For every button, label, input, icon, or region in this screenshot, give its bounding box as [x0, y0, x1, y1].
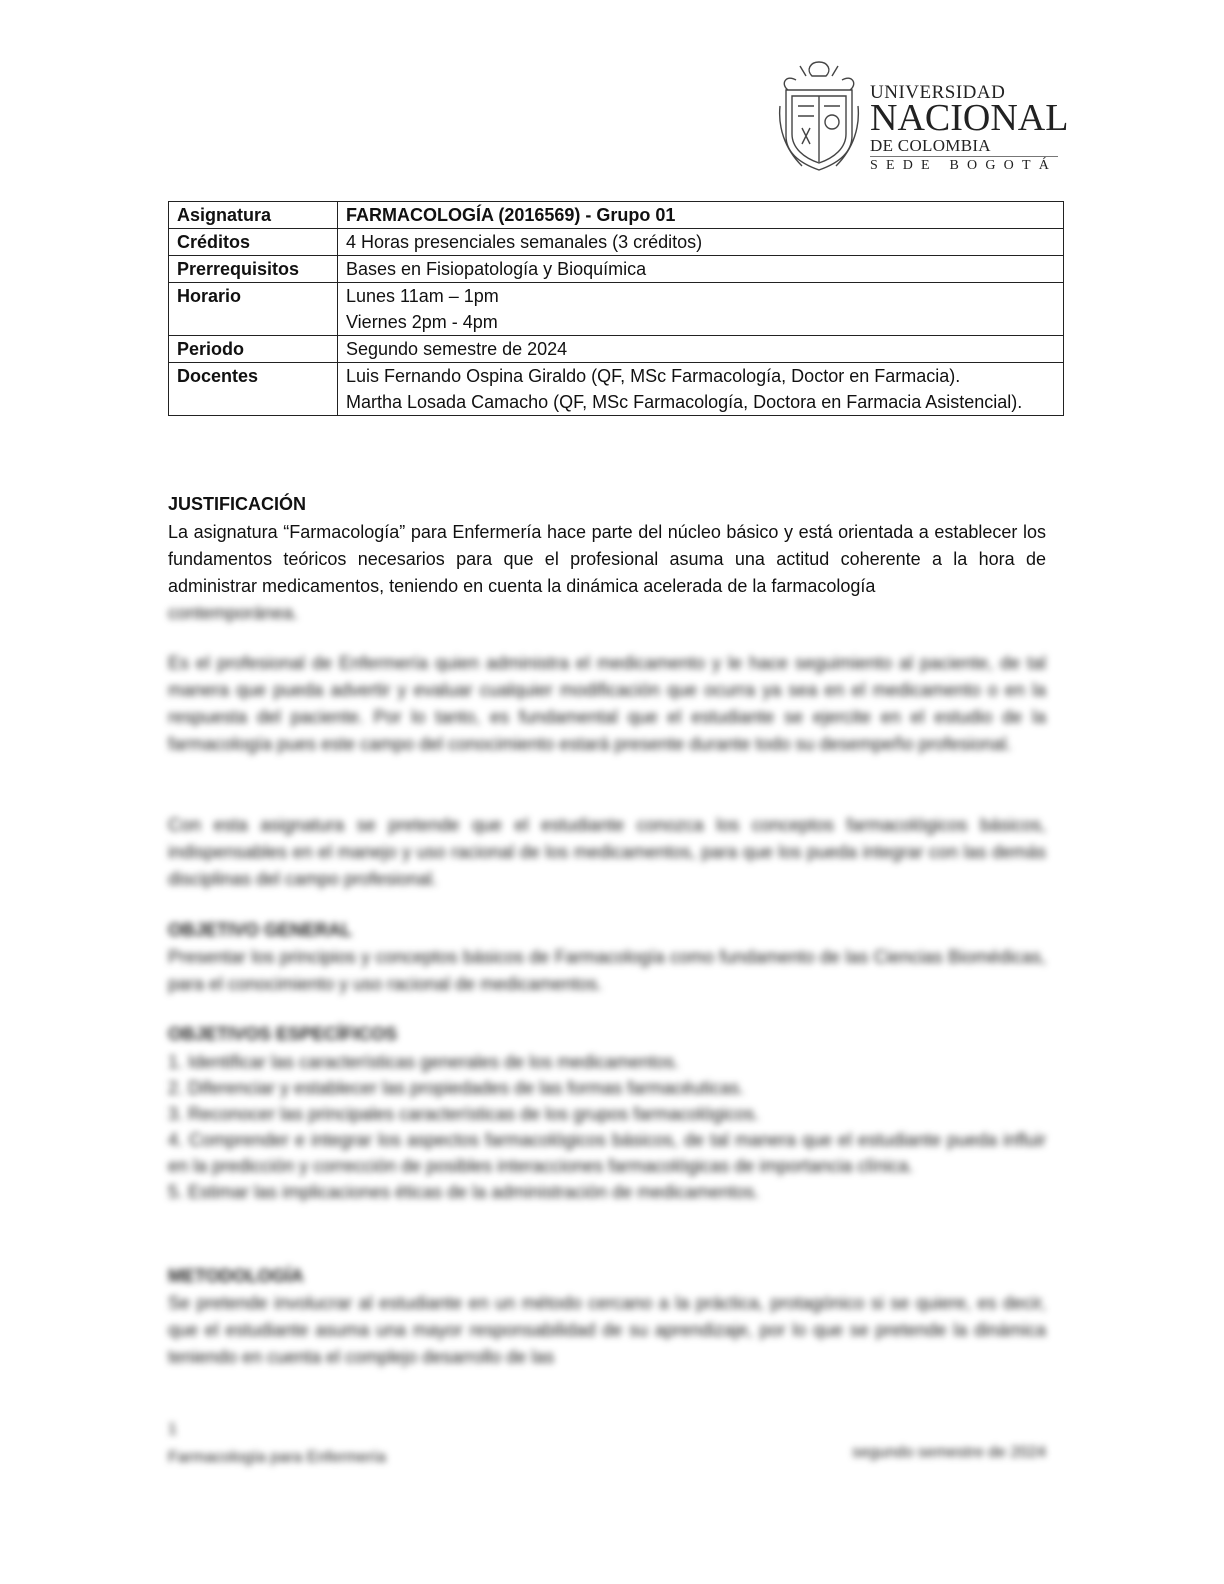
row-value: [338, 283, 1064, 336]
table-row: [169, 202, 1064, 229]
objetivos-especificos-list: [168, 1049, 1046, 1205]
row-value: FARMACOLOGÍA (2016569) - Grupo 01: [338, 202, 1064, 229]
table-row: [169, 256, 1064, 283]
page-number: 1: [168, 1421, 177, 1438]
row-label: Horario: [169, 283, 338, 336]
logo-line-3: DE COLOMBIA: [870, 136, 991, 155]
row-label: Docentes: [169, 363, 338, 416]
table-row: [169, 229, 1064, 256]
footer-left: [168, 1416, 386, 1472]
footer-semester: segundo semestre de 2024: [852, 1444, 1046, 1461]
course-info-table: [168, 201, 1064, 416]
row-label: Periodo: [169, 336, 338, 363]
logo-line-4: SEDE BOGOTÁ: [870, 158, 1058, 173]
teacher-2: Martha Losada Camacho (QF, MSc Farmacología, Doctora en Farmacia Asistencial).: [346, 392, 1023, 412]
teacher-1: Luis Fernando Ospina Giraldo (QF, MSc Farmacología, Doctor en Farmacia).: [346, 366, 961, 386]
list-item: 3. Reconocer las principales características de los grupos farmacológicos.: [168, 1104, 760, 1124]
row-label: Créditos: [169, 229, 338, 256]
row-label: Asignatura: [169, 202, 338, 229]
list-item: 4. Comprender e integrar los aspectos farmacológicos básicos, de tal manera que el estudiante pueda influir en la predicción y corrección de posibles interacciones farmacológicas de importancia clínica.: [168, 1130, 1046, 1176]
row-value: [338, 363, 1064, 416]
justificacion-paragraph-3: Con esta asignatura se pretende que el estudiante conozca los conceptos farmacológicos básicos, indispensables en el manejo y uso racional de los medicamentos, para que los pueda integrar con las demás disciplinas del campo profesional.: [168, 815, 1046, 889]
objetivos-especificos-heading: OBJETIVOS ESPECÍFICOS: [168, 1024, 398, 1044]
schedule-line-2: Viernes 2pm - 4pm: [346, 312, 498, 332]
footer-course-name: Farmacología para Enfermería: [168, 1449, 386, 1466]
row-value: 4 Horas presenciales semanales (3 créditos): [338, 229, 1064, 256]
university-logo: [776, 52, 1069, 178]
justificacion-heading: JUSTIFICACIÓN: [168, 494, 307, 514]
justificacion-paragraph-end: contemporánea.: [168, 603, 299, 623]
objetivo-general-heading: OBJETIVO GENERAL: [168, 920, 353, 940]
logo-line-2: NACIONAL: [870, 97, 1069, 139]
row-value: Bases en Fisiopatología y Bioquímica: [338, 256, 1064, 283]
logo-divider: [870, 156, 1058, 157]
list-item: 1. Identificar las características generales de los medicamentos.: [168, 1052, 680, 1072]
metodologia-heading: METODOLOGÍA: [168, 1266, 304, 1286]
objetivo-general-text: Presentar los principios y conceptos básicos de Farmacología como fundamento de las Ciencias Biomédicas, para el conocimiento y uso racional de medicamentos.: [168, 947, 1046, 994]
row-value: Segundo semestre de 2024: [338, 336, 1064, 363]
row-label: Prerrequisitos: [169, 256, 338, 283]
schedule-line-1: Lunes 11am – 1pm: [346, 286, 499, 306]
table-row: [169, 283, 1064, 336]
table-row: [169, 336, 1064, 363]
list-item: 2. Diferenciar y establecer las propiedades de las formas farmacéuticas.: [168, 1078, 745, 1098]
justificacion-paragraph-2: Es el profesional de Enfermería quien administra el medicamento y le hace seguimiento al paciente, de tal manera que pueda advertir y evaluar cualquier modificación que ocurra ya sea en el medicamento o en la respuesta del paciente. Por lo tanto, es fundamental que el estudiante se ejercite en el estudio de la farmacología pues este campo del conocimiento estará presente durante todo su desempeño profesional.: [168, 653, 1046, 754]
justificacion-paragraph: La asignatura “Farmacología” para Enfermería hace parte del núcleo básico y está orientada a establecer los fundamentos teóricos necesarios para que el profesional asuma una actitud coherente a la hora de administrar medicamentos, teniendo en cuenta la dinámica acelerada de la farmacología: [168, 522, 1046, 596]
logo-line-1: UNIVERSIDAD: [870, 82, 1006, 103]
university-seal-icon: [776, 56, 862, 174]
metodologia-text: Se pretende involucrar al estudiante en un método cercano a la práctica, protagónico si se quiere, es decir, que el estudiante asuma una mayor responsabilidad de su aprendizaje, por lo que se pretende la dinámica teniendo en cuenta el complejo desarrollo de las: [168, 1293, 1046, 1367]
table-row: [169, 363, 1064, 416]
list-item: 5. Estimar las implicaciones éticas de la administración de medicamentos.: [168, 1182, 760, 1202]
